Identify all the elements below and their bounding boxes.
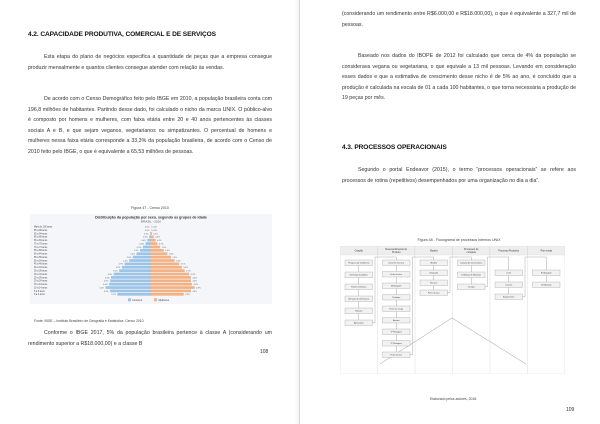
bar-homens bbox=[119, 269, 151, 272]
bar-mulheres bbox=[151, 249, 164, 252]
bar-mulheres bbox=[151, 283, 192, 286]
value-label-homens: 0.0% bbox=[144, 229, 150, 232]
chart-subtitle: BRASIL - 2010 bbox=[141, 219, 161, 224]
right-paragraph-2-text: Baseado nos dados do IBOPE de 2012 foi calculado que cerca de 4% da população se considerava vegana ou vegetariana, o que equivale a 13 mil pessoas. Levando em consideração esses dados e que a estimativa de crescimento desse nicho é de 5% ao ano, é concluído que a produção é calculada na escala de 01 a cada 100 habitantes, o que torna necessária a produção de 19 peças por mês. bbox=[342, 53, 576, 101]
bar-mulheres bbox=[151, 256, 171, 259]
bar-mulheres bbox=[151, 232, 152, 235]
value-label-homens: 0.4% bbox=[141, 240, 146, 243]
value-label-mulheres: 4.5% bbox=[193, 284, 198, 287]
bar-mulheres bbox=[151, 239, 156, 242]
age-group-label: 15 a 19 anos bbox=[34, 284, 48, 287]
process-step-label: Ficha técnica bbox=[390, 274, 403, 277]
page-number-109: 109 bbox=[566, 407, 575, 413]
process-step-label: Definição de Materiais bbox=[461, 274, 482, 277]
value-label-mulheres: 2.2% bbox=[172, 256, 178, 259]
population-pyramid-chart bbox=[30, 214, 272, 304]
right-paragraph-1 bbox=[342, 9, 576, 30]
bar-mulheres bbox=[151, 273, 189, 276]
value-label-mulheres: 4.4% bbox=[192, 277, 198, 280]
age-group-label: 40 a 44 anos bbox=[34, 267, 48, 270]
bar-mulheres bbox=[151, 259, 175, 262]
value-label-homens: 4.4% bbox=[104, 277, 110, 280]
age-group-label: 85 a 89 anos bbox=[34, 236, 48, 239]
value-label-homens: 3.7% bbox=[111, 294, 116, 297]
bar-mulheres bbox=[151, 235, 154, 238]
age-group-label: 5 a 9 anos bbox=[34, 290, 45, 293]
value-label-homens: 2.9% bbox=[118, 263, 124, 266]
bar-homens bbox=[143, 246, 151, 249]
age-group-label: 10 a 14 anos bbox=[34, 287, 48, 290]
bar-homens bbox=[110, 279, 151, 282]
process-step-label: Costura bbox=[505, 284, 513, 287]
bar-mulheres bbox=[151, 242, 157, 245]
bar-mulheres bbox=[151, 252, 167, 255]
process-step-label: Seleção bbox=[355, 310, 363, 313]
figure-47-source: Fonte: IBGE – Instituto Brasileiro de Geografia e Estatística. Censo 2010. bbox=[34, 319, 145, 323]
legend-swatch-homens bbox=[128, 298, 131, 301]
value-label-homens: 1.6% bbox=[130, 253, 135, 256]
age-group-label: 45 a 49 anos bbox=[34, 263, 48, 266]
process-step-label: Gradação bbox=[429, 272, 439, 275]
chart-title: Distribuição da população por sexo, segundo os grupos de idade bbox=[95, 215, 207, 220]
process-step-label: Painel semântico bbox=[351, 286, 367, 289]
age-group-label: 60 a 64 anos bbox=[34, 253, 48, 256]
bar-mulheres bbox=[151, 266, 182, 269]
left-paragraph-1-text: Esta etapa do plano de negócios especifica a quantidade de peças que a empresa consegue produzir mensalmente e quantos clientes consegue atender com relação às vendas. bbox=[28, 54, 272, 71]
age-group-label: 55 a 59 anos bbox=[34, 256, 48, 259]
value-label-homens: 2.0% bbox=[126, 256, 132, 259]
column-header-label: Processos de bbox=[464, 247, 479, 251]
bar-mulheres bbox=[151, 276, 191, 279]
value-label-homens: 0.0% bbox=[144, 226, 150, 229]
process-step-label: Protótipo bbox=[392, 297, 401, 300]
left-paragraph-3 bbox=[28, 328, 272, 349]
age-group-label: 30 a 34 anos bbox=[34, 273, 48, 276]
bar-mulheres bbox=[151, 263, 179, 266]
bar-homens bbox=[106, 286, 151, 289]
process-step-label: Corte bbox=[506, 272, 512, 275]
value-label-mulheres: 4.8% bbox=[196, 287, 201, 290]
age-group-label: 35 a 39 anos bbox=[34, 270, 48, 273]
value-label-mulheres: 0.3% bbox=[155, 236, 160, 239]
process-step-label: Ficha técnica bbox=[427, 292, 440, 295]
right-paragraph-1-text: (considerando um rendimento entre R$6.000,00 e R$18.000,00), o que é equivalente a 327,7 mil de pessoas. bbox=[342, 11, 576, 28]
process-step-label: Geração de alternativas bbox=[348, 298, 370, 301]
right-paragraph-2 bbox=[342, 51, 576, 104]
bar-homens bbox=[133, 256, 151, 259]
value-label-mulheres: 1.4% bbox=[165, 250, 170, 253]
bar-mulheres bbox=[151, 246, 160, 249]
bar-homens bbox=[140, 249, 151, 252]
legend-label-homens: Homens bbox=[132, 298, 143, 302]
value-label-mulheres: 3.6% bbox=[185, 294, 190, 297]
process-step-label: Embalagem bbox=[540, 272, 552, 275]
process-step-label: Desenho Técnico bbox=[388, 262, 405, 265]
figure-48-source: Elaborado pelos autores, 2018. bbox=[430, 397, 478, 401]
bar-homens bbox=[150, 232, 151, 235]
right-paragraph-3 bbox=[342, 165, 576, 186]
page-number-108: 108 bbox=[260, 349, 269, 355]
bar-homens bbox=[117, 293, 151, 296]
bar-homens bbox=[136, 252, 151, 255]
age-group-label: 95 a 99 anos bbox=[34, 229, 48, 232]
process-step-label: 2ª Pilotagem bbox=[390, 343, 402, 346]
process-step-label: Distribuição bbox=[541, 284, 552, 287]
process-step-label: Acabamento bbox=[503, 296, 515, 299]
process-step-label: Modelagem bbox=[391, 285, 402, 288]
column-header-label: Desenvolvimento de bbox=[385, 247, 408, 251]
value-label-mulheres: 0.5% bbox=[157, 240, 162, 243]
process-step-label: Encaixe bbox=[430, 282, 438, 285]
bar-mulheres bbox=[151, 290, 191, 293]
age-group-label: 90 a 94 anos bbox=[34, 233, 48, 236]
process-step-label: Aprovação bbox=[353, 322, 364, 325]
legend-swatch-mulheres bbox=[154, 298, 157, 301]
section-heading-4-2: 4.2. CAPACIDADE PRODUTIVA, COMERCIAL E DE SERVIÇOS bbox=[28, 31, 216, 38]
value-label-homens: 4.6% bbox=[103, 284, 108, 287]
bar-homens bbox=[126, 256, 151, 262]
bar-mulheres bbox=[151, 269, 185, 272]
value-label-mulheres: 0.1% bbox=[153, 233, 158, 236]
process-step-label: Definição de público bbox=[349, 274, 368, 277]
age-group-label: 0 a 4 anos bbox=[34, 294, 45, 297]
process-step-label: Ajustes bbox=[392, 320, 400, 323]
figure-47-caption: Figura 47 - Censo 2010 bbox=[131, 206, 169, 210]
left-paragraph-3-text: Conforme o IBGE 2017, 5% da população brasileira pertence à classe A (considerando um rendimento superior a R$18.000,00) e a classe B bbox=[28, 330, 272, 347]
value-label-mulheres: 4.4% bbox=[192, 280, 198, 283]
right-paragraph-3-text: Segundo o portal Endeavor (2015), o termo “processos operacionais” se refere aos processos de rotina (repetitivos) desempenhados por uma organização no dia a dia”. bbox=[342, 167, 576, 184]
bar-mulheres bbox=[151, 286, 195, 289]
value-label-homens: 0.1% bbox=[144, 233, 149, 236]
value-label-mulheres: 0.0% bbox=[152, 226, 158, 229]
value-label-mulheres: 1.0% bbox=[161, 246, 167, 249]
process-step-label: Compra bbox=[467, 286, 475, 289]
section-heading-4-3: 4.3. PROCESSOS OPERACIONAIS bbox=[342, 144, 447, 151]
bar-homens bbox=[109, 283, 151, 286]
column-header-label: compras bbox=[466, 250, 476, 254]
value-label-mulheres: 0.7% bbox=[158, 243, 164, 246]
bar-homens bbox=[125, 263, 151, 266]
age-group-label: 70 a 74 anos bbox=[34, 246, 48, 249]
bar-homens bbox=[146, 242, 151, 245]
age-group-label: 80 a 84 anos bbox=[34, 240, 48, 243]
process-step-label: Pesquisa de tendências bbox=[348, 262, 370, 265]
figure-48-caption: Figura 48 - Fluxograma de processos internos UNIX bbox=[417, 238, 501, 242]
value-label-homens: 3.5% bbox=[113, 270, 118, 273]
process-step-label: Cotação de fornecedores bbox=[460, 262, 483, 265]
bar-homens bbox=[110, 290, 151, 293]
bar-mulheres bbox=[151, 279, 191, 282]
value-label-homens: 3.2% bbox=[115, 267, 121, 270]
process-step-label: 1ª Pilotagem bbox=[390, 331, 402, 334]
value-label-mulheres: 3.1% bbox=[180, 263, 186, 266]
value-label-homens: 4.1% bbox=[107, 273, 113, 276]
age-group-label: Mais de 100 anos bbox=[34, 226, 53, 229]
age-group-label: 50 a 54 anos bbox=[34, 260, 48, 263]
value-label-mulheres: 0.0% bbox=[152, 229, 158, 232]
value-label-homens: 4.5% bbox=[104, 290, 109, 293]
process-flowchart bbox=[340, 246, 565, 374]
value-label-mulheres: 4.2% bbox=[190, 273, 196, 276]
value-label-mulheres: 1.8% bbox=[168, 253, 174, 256]
process-step-label: Modelo bbox=[430, 262, 438, 265]
bar-homens bbox=[122, 266, 151, 269]
value-label-mulheres: 2.6% bbox=[176, 260, 181, 263]
process-step-label: Ficha técnica bbox=[390, 354, 403, 357]
value-label-homens: 1.2% bbox=[134, 250, 139, 253]
bar-homens bbox=[149, 235, 151, 238]
left-paragraph-2-text: De acordo com o Censo Demográfico feito pelo IBGE em 2010, a população brasileira conta com 196,8 milhões de habitantes. Partindo desse dado, foi calculado o nicho da marca UNIX. O público-alvo é composto por homens e mulheres, com faixa etária entre 20 e 40 anos pertencentes às classes sociais A e B, e que sejam veganos, vegetarianos ou simpatizantes. O percentual de homens e mulheres nessa faixa etária corresponde a 33,3% da população brasileira, de acordo com o Censo de 2010 feito pelo IBGE, o que é equivalente a 65,53 milhões de pessoas. bbox=[28, 96, 272, 155]
column-header-label: Modelo bbox=[429, 249, 438, 253]
bar-mulheres bbox=[151, 293, 184, 296]
value-label-homens: 5.0% bbox=[99, 287, 105, 290]
value-label-mulheres: 3.4% bbox=[183, 267, 188, 270]
age-group-label: 75 a 79 anos bbox=[34, 243, 48, 246]
bar-homens bbox=[111, 276, 151, 279]
value-label-homens: 4.5% bbox=[104, 280, 109, 283]
value-label-homens: 0.2% bbox=[143, 236, 148, 239]
age-group-label: 20 a 24 anos bbox=[34, 280, 48, 283]
column-header-label: Pós venda bbox=[540, 249, 552, 253]
column-header-label: Produto bbox=[392, 250, 401, 254]
bar-homens bbox=[114, 273, 151, 276]
value-label-homens: 0.9% bbox=[136, 246, 142, 249]
column-header-label: Processo Produtivo bbox=[498, 249, 520, 253]
left-paragraph-1 bbox=[28, 52, 272, 73]
value-label-homens: 2.4% bbox=[123, 260, 128, 263]
value-label-homens: 0.6% bbox=[139, 243, 145, 246]
value-label-mulheres: 4.4% bbox=[192, 290, 198, 293]
legend-label-mulheres: Mulheres bbox=[158, 298, 170, 302]
age-group-label: 25 a 29 anos bbox=[34, 277, 48, 280]
age-group-label: 65 a 69 anos bbox=[34, 250, 48, 253]
bar-homens bbox=[147, 239, 151, 242]
left-paragraph-2 bbox=[28, 94, 272, 157]
value-label-mulheres: 3.7% bbox=[186, 270, 191, 273]
process-step-label: Prova de roupa bbox=[389, 308, 404, 311]
column-header-label: Criação bbox=[354, 249, 363, 253]
